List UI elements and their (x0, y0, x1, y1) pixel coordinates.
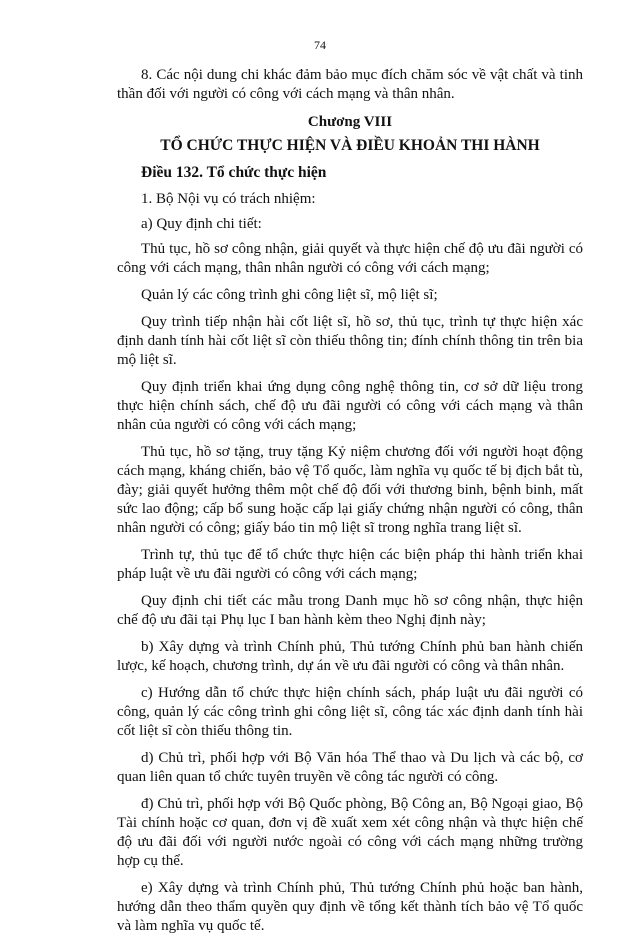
paragraph: d) Chủ trì, phối hợp với Bộ Văn hóa Thể thao và Du lịch và các bộ, cơ quan liên quan tổ chức tuyên truyền về công tác người có công. (117, 750, 583, 785)
chapter-title: TỔ CHỨC THỰC HIỆN VÀ ĐIỀU KHOẢN THI HÀNH (160, 137, 540, 154)
paragraph: 1. Bộ Nội vụ có trách nhiệm: (141, 191, 316, 207)
document-body (117, 66, 583, 944)
paragraph: a) Quy định chi tiết: (141, 216, 262, 232)
paragraph: b) Xây dựng và trình Chính phủ, Thủ tướng Chính phủ ban hành chiến lược, kế hoạch, chương trình, dự án về ưu đãi người có công và thân nhân. (117, 639, 583, 674)
paragraph: Quy định triển khai ứng dụng công nghệ thông tin, cơ sở dữ liệu trong thực hiện chính sách, chế độ ưu đãi người có công với cách mạng và thân nhân của người có công với cách mạng; (117, 379, 583, 433)
paragraph: đ) Chủ trì, phối hợp với Bộ Quốc phòng, Bộ Công an, Bộ Ngoại giao, Bộ Tài chính hoặc cơ quan, đơn vị đề xuất xem xét công nhận và thực hiện chế độ ưu đãi đối với người nước ngoài có công với cách mạng những trường hợp cụ thể. (117, 796, 583, 869)
paragraph: Trình tự, thủ tục để tổ chức thực hiện các biện pháp thi hành triển khai pháp luật về ưu đãi người có công với cách mạng; (117, 547, 583, 582)
paragraph: Quản lý các công trình ghi công liệt sĩ, mộ liệt sĩ; (141, 287, 438, 303)
paragraph: Quy trình tiếp nhận hài cốt liệt sĩ, hồ sơ, thủ tục, trình tự thực hiện xác định danh tính hài cốt liệt sĩ còn thiếu thông tin; đính chính thông tin trên bia mộ liệt sĩ. (117, 314, 583, 368)
paragraph: Quy định chi tiết các mẫu trong Danh mục hồ sơ công nhận, thực hiện chế độ ưu đãi tại Phụ lục I ban hành kèm theo Nghị định này; (117, 593, 583, 628)
page-number: 74 (314, 38, 326, 52)
article-heading: Điều 132. Tổ chức thực hiện (141, 164, 327, 181)
paragraph: Thủ tục, hồ sơ tặng, truy tặng Kỷ niệm chương đối với người hoạt động cách mạng, kháng chiến, bảo vệ Tổ quốc, làm nghĩa vụ quốc tế bị địch bắt tù, đày; giải quyết hưởng thêm một chế độ đối với thương binh, bệnh binh, mất sức lao động; cấp bổ sung hoặc cấp lại giấy chứng nhận người có công, thân nhân người có công; giấy báo tin mộ liệt sĩ trong nghĩa trang liệt sĩ. (117, 444, 583, 536)
paragraph: e) Xây dựng và trình Chính phủ, Thủ tướng Chính phủ hoặc ban hành, hướng dẫn theo thẩm quyền quy định về tổng kết thành tích bảo vệ Tổ quốc và làm nghĩa vụ quốc tế. (117, 880, 583, 934)
paragraph: Thủ tục, hồ sơ công nhận, giải quyết và thực hiện chế độ ưu đãi người có công với cách mạng, thân nhân người có công với cách mạng; (117, 241, 583, 276)
paragraph: 8. Các nội dung chi khác đảm bảo mục đích chăm sóc về vật chất và tinh thần đối với người có công với cách mạng và thân nhân. (117, 67, 583, 102)
paragraph: c) Hướng dẫn tổ chức thực hiện chính sách, pháp luật ưu đãi người có công, quản lý các công trình ghi công liệt sĩ, công tác xác định danh tính hài cốt liệt sĩ còn thiếu thông tin. (117, 685, 583, 739)
chapter-heading: Chương VIII (307, 114, 393, 130)
